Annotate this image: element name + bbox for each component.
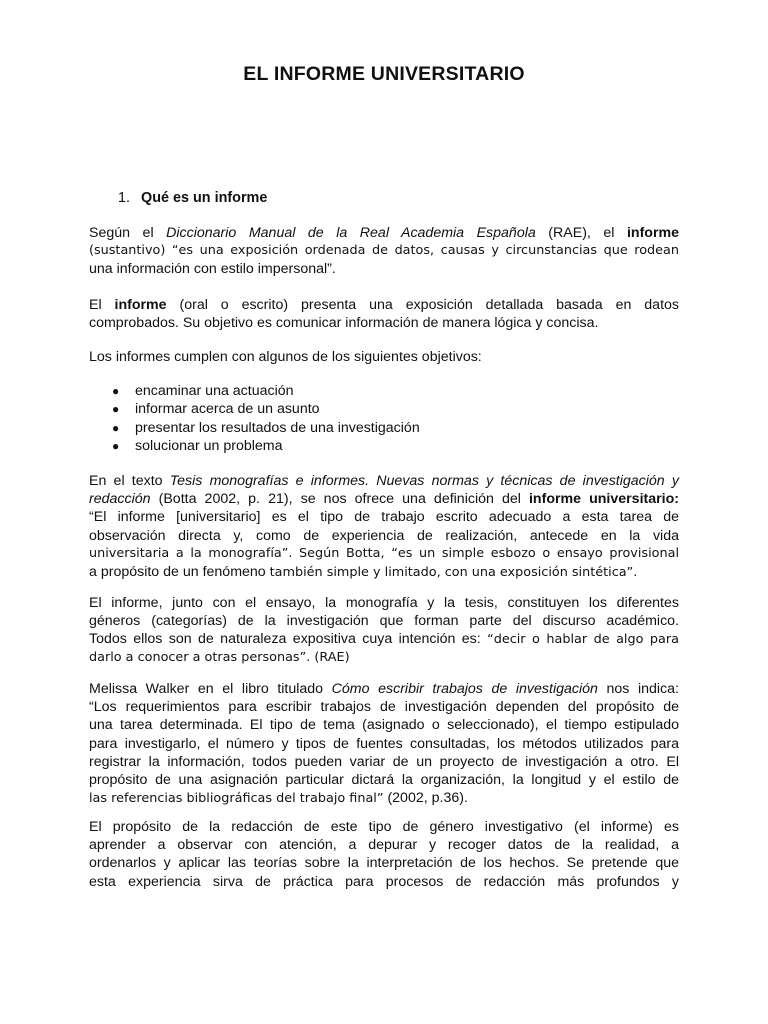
paragraph-line: “El informe [universitario] es el tipo de trabajo escrito adecuado a esta tarea de (89, 509, 679, 526)
paragraph-definition-rae (89, 224, 679, 279)
paragraph-line: El propósito de la redacción de este tipo de género investigativo (el informe) es (89, 819, 679, 835)
paragraph-line: redacción (Botta 2002, p. 21), se nos ofrece una definición del informe universitario: (89, 491, 679, 508)
list-item: ● presentar los resultados de una investigación (112, 419, 420, 436)
paragraph-purpose (89, 818, 679, 891)
paragraph-line: Todos ellos son de naturaleza expositiva cuya intención es: “decir o hablar de algo para (89, 631, 679, 648)
paragraph-line: En el texto Tesis monografías e informes. Nuevas normas y técnicas de investigación y (89, 473, 679, 489)
document-title: EL INFORME UNIVERSITARIO (243, 63, 525, 85)
paragraph-line: “Los requerimientos para escribir trabajos de investigación dependen del propósito de (89, 699, 679, 716)
paragraph-objectives-intro (89, 348, 679, 366)
paragraph-informe-description (89, 296, 679, 332)
paragraph-line: una información con estilo impersonal”. (89, 261, 336, 278)
paragraph-line: ordenarlos y aplicar las teorías sobre la interpretación de los hechos. Se pretende que (89, 855, 679, 872)
section-number: 1. (118, 190, 131, 206)
paragraph-botta-definition (89, 472, 679, 581)
paragraph-line: Según el Diccionario Manual de la Real Academia Española (RAE), el informe (89, 225, 679, 241)
paragraph-line: Melissa Walker en el libro titulado Cómo escribir trabajos de investigación nos indica: (89, 681, 679, 697)
list-item: ● informar acerca de un asunto (112, 401, 320, 418)
paragraph-line: para investigarlo, el número y tipos de fuentes consultadas, los métodos utilizados para (89, 735, 679, 752)
paragraph-line: esta experiencia sirva de práctica para procesos de redacción más profundos y (89, 873, 679, 890)
paragraph-line: una tarea determinada. El tipo de tema (asignado o seleccionado), el tiempo estipulado (89, 717, 679, 734)
paragraph-line: propósito de una asignación particular dictará la organización, la longitud y el estilo de (89, 771, 679, 788)
section-heading (118, 190, 267, 206)
paragraph-line: observación directa y, como de experiencia de realización, antecede en la vida (89, 527, 679, 544)
paragraph-line: (sustantivo) “es una exposición ordenada de datos, causas y circunstancias que rodean (89, 243, 679, 259)
paragraph-line: universitaria a la monografía”. Según Botta, “es un simple esbozo o ensayo provisional (89, 545, 679, 561)
paragraph-line: Los informes cumplen con algunos de los siguientes objetivos: (89, 349, 482, 365)
paragraph-line: El informe (oral o escrito) presenta una exposición detallada basada en datos (89, 297, 679, 313)
paragraph-line: a propósito de un fenómeno también simple y limitado, con una exposición sintética”. (89, 563, 638, 580)
paragraph-line: las referencias bibliográficas del trabajo final” (2002, p.36). (89, 790, 468, 807)
objectives-list (89, 382, 420, 456)
paragraph-line: El informe, junto con el ensayo, la monografía y la tesis, constituyen los diferentes (89, 595, 679, 611)
paragraph-walker-quote (89, 680, 679, 807)
paragraph-line: darlo a conocer a otras personas”. (RAE) (89, 649, 350, 665)
paragraph-line: géneros (categorías) de la investigación que forman parte del discurso académico. (89, 613, 679, 630)
paragraph-line: aprender a observar con atención, a depurar y recoger datos de la realidad, a (89, 837, 679, 854)
paragraph-line: registrar la información, todos pueden variar de un proyecto de investigación a otro. El (89, 753, 679, 770)
paragraph-line: comprobados. Su objetivo es comunicar información de manera lógica y concisa. (89, 315, 599, 332)
list-item: ● solucionar un problema (112, 438, 283, 455)
paragraph-genres (89, 594, 679, 667)
section-heading-text: Qué es un informe (141, 190, 268, 206)
list-item: ● encaminar una actuación (112, 383, 294, 399)
